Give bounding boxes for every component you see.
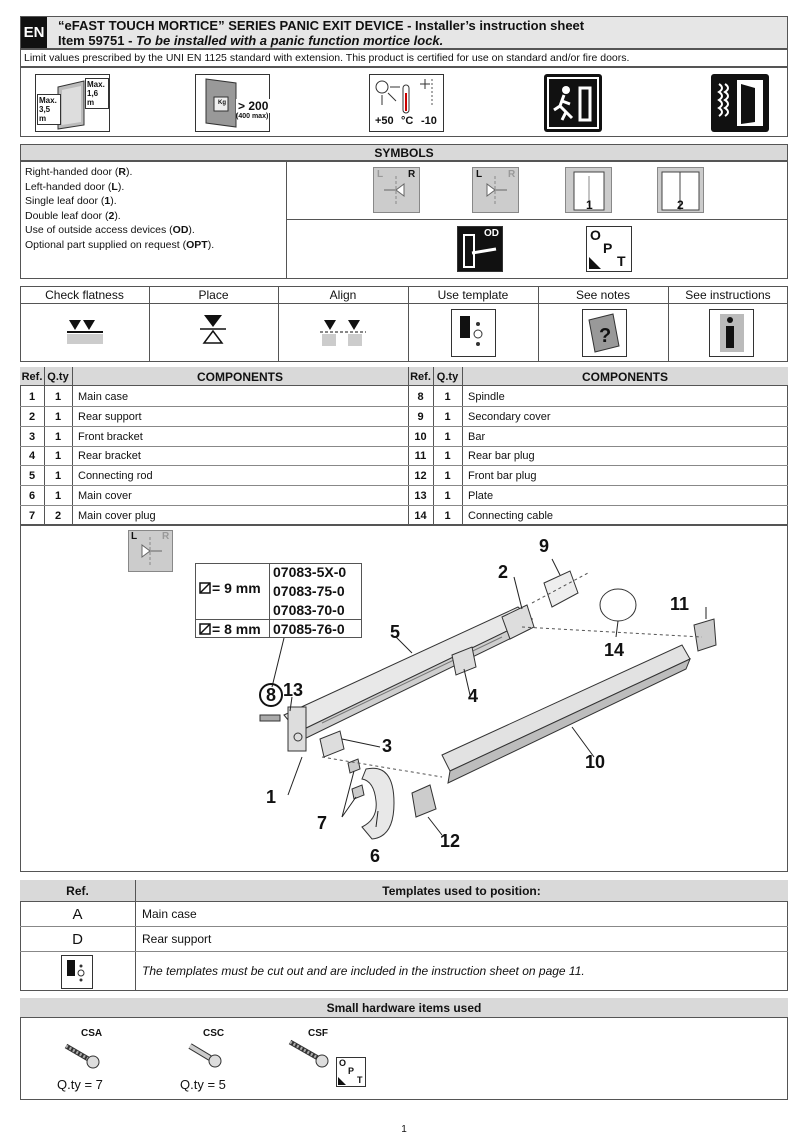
comp-name: Bar bbox=[468, 430, 486, 443]
screw-qty-csc: Q.ty = 5 bbox=[180, 1077, 226, 1092]
symbols-divider-h bbox=[286, 219, 788, 220]
template-text: Rear support bbox=[142, 932, 212, 946]
legend-outside-access: Use of outside access devices (OD). bbox=[25, 224, 195, 236]
template-ref: A bbox=[72, 905, 83, 923]
svg-text:?: ? bbox=[599, 325, 612, 347]
temp-unit-label: °C bbox=[401, 115, 414, 127]
hw-opt-p: P bbox=[348, 1066, 355, 1076]
action-place: Place bbox=[198, 287, 229, 302]
comp-qty: 1 bbox=[444, 449, 451, 462]
comp-qty: 1 bbox=[54, 410, 62, 423]
comp-name: Plate bbox=[468, 489, 494, 502]
spindle-code: 07083-70-0 bbox=[273, 602, 345, 618]
screw-csf-icon bbox=[286, 1038, 332, 1070]
callout-12: 12 bbox=[440, 831, 461, 851]
right-handed-r: R bbox=[408, 169, 416, 180]
comp-qty: 1 bbox=[444, 469, 451, 482]
callout-10: 10 bbox=[585, 752, 606, 772]
see-instructions-icon bbox=[709, 309, 754, 357]
comp-ref: 11 bbox=[414, 449, 427, 462]
hardware-title: Small hardware items used bbox=[326, 1001, 482, 1015]
symbols-legend bbox=[25, 165, 214, 252]
comp-left-ref-header: Ref. bbox=[21, 370, 43, 383]
screw-code-csc: CSC bbox=[203, 1028, 225, 1039]
comp-ref: 1 bbox=[28, 390, 36, 403]
callout-7: 7 bbox=[317, 813, 328, 833]
comp-qty: 1 bbox=[54, 469, 62, 482]
comp-ref: 14 bbox=[414, 509, 427, 522]
left-handed-l: L bbox=[476, 169, 483, 180]
actions-divider-h bbox=[20, 303, 788, 304]
comp-left-qty-header: Q.ty bbox=[47, 370, 69, 383]
symbols-divider-v bbox=[286, 161, 287, 279]
comp-name: Front bracket bbox=[78, 430, 143, 443]
comp-name: Main case bbox=[78, 390, 129, 403]
comp-qty: 1 bbox=[444, 390, 451, 403]
comp-ref: 3 bbox=[28, 430, 36, 443]
item-line bbox=[58, 33, 443, 48]
item-note: To be installed with a panic function mortice lock. bbox=[136, 33, 444, 48]
callout-6: 6 bbox=[370, 846, 381, 866]
item-number: Item 59751 - bbox=[58, 33, 137, 48]
comp-qty: 1 bbox=[444, 430, 451, 443]
language-badge: EN bbox=[21, 17, 47, 48]
comp-name: Secondary cover bbox=[468, 410, 551, 423]
comp-name: Front bar plug bbox=[468, 469, 537, 482]
comp-qty: 1 bbox=[54, 449, 62, 462]
comp-qty: 1 bbox=[444, 489, 451, 502]
action-align: Align bbox=[329, 287, 357, 302]
screw-code-csf: CSF bbox=[308, 1028, 328, 1039]
opt-t: T bbox=[617, 253, 626, 269]
exploded-drawing bbox=[22, 527, 786, 870]
templates-ref-header: Ref. bbox=[66, 884, 89, 898]
comp-name: Rear support bbox=[78, 410, 142, 423]
legend-single-leaf: Single leaf door (1). bbox=[25, 195, 117, 207]
comp-name: Rear bar plug bbox=[468, 449, 535, 462]
diagram-icon-r: R bbox=[162, 531, 170, 542]
use-template-icon bbox=[451, 309, 496, 357]
comp-ref: 8 bbox=[417, 390, 424, 403]
screw-csa-icon bbox=[62, 1040, 102, 1070]
legend-double-leaf: Double leaf door (2). bbox=[25, 209, 121, 222]
screw-code-csa: CSA bbox=[81, 1028, 103, 1039]
callout-9: 9 bbox=[539, 536, 550, 556]
comp-left-title: COMPONENTS bbox=[196, 369, 283, 384]
max-height-label: Max. 3,5 m bbox=[37, 94, 61, 125]
callout-13: 13 bbox=[283, 680, 304, 700]
fire-door-icon bbox=[711, 74, 769, 132]
comp-qty: 1 bbox=[444, 410, 451, 423]
template-ref: D bbox=[72, 930, 83, 948]
od-label: OD bbox=[484, 228, 499, 239]
see-notes-icon bbox=[582, 309, 627, 357]
legend-optional-part: Optional part supplied on request (OPT). bbox=[25, 238, 215, 251]
place-icon bbox=[198, 313, 228, 349]
callout-2: 2 bbox=[498, 562, 509, 582]
weight-max-label: (400 max) bbox=[236, 113, 269, 120]
comp-qty: 1 bbox=[54, 390, 62, 403]
right-handed-l: L bbox=[377, 169, 384, 180]
comp-name: Main cover plug bbox=[78, 509, 156, 522]
hw-opt-t: T bbox=[357, 1075, 363, 1085]
diagram-icon-l: L bbox=[131, 531, 138, 542]
callout-1: 1 bbox=[266, 787, 277, 807]
action-see-notes: See notes bbox=[575, 287, 631, 302]
comp-name: Rear bracket bbox=[78, 449, 141, 462]
callout-5: 5 bbox=[390, 622, 401, 642]
templates-title: Templates used to position: bbox=[382, 884, 541, 898]
template-text: Main case bbox=[142, 907, 197, 921]
align-icon bbox=[320, 316, 366, 350]
spindle-8mm-label: = 8 mm bbox=[212, 621, 261, 637]
comp-qty: 1 bbox=[54, 489, 62, 502]
page-number: 1 bbox=[401, 1124, 407, 1135]
legend-right-handed: Right-handed door (R). bbox=[25, 166, 133, 178]
kg-label: Kg bbox=[218, 100, 226, 106]
single-leaf-label: 1 bbox=[586, 198, 593, 212]
opt-o: O bbox=[590, 227, 601, 243]
callout-3: 3 bbox=[382, 736, 393, 756]
comp-name: Spindle bbox=[468, 390, 505, 403]
comp-name: Connecting rod bbox=[78, 469, 153, 482]
max-width-label: Max. 1,6 m bbox=[85, 78, 109, 109]
opt-p: P bbox=[603, 240, 613, 256]
callout-4: 4 bbox=[468, 686, 479, 706]
comp-name: Main cover bbox=[78, 489, 132, 502]
flatness-icon bbox=[65, 316, 105, 348]
comp-ref: 10 bbox=[414, 430, 427, 443]
comp-right-title: COMPONENTS bbox=[581, 369, 668, 384]
templates-note: The templates must be cut out and are included in the instruction sheet on page 11. bbox=[142, 964, 585, 978]
screw-qty-csa: Q.ty = 7 bbox=[57, 1077, 103, 1092]
comp-qty: 2 bbox=[54, 509, 62, 522]
document-title: “eFAST TOUCH MORTICE” SERIES PANIC EXIT DEVICE - Installer’s instruction sheet bbox=[58, 18, 585, 33]
callout-11: 11 bbox=[670, 594, 690, 614]
comp-ref: 7 bbox=[28, 509, 36, 522]
comp-right-ref-header: Ref. bbox=[410, 370, 431, 383]
weight-label: > 200 bbox=[238, 99, 269, 113]
spindle-code: 07085-76-0 bbox=[273, 621, 345, 637]
spindle-code: 07083-75-0 bbox=[273, 583, 345, 599]
limits-text: Limit values prescribed by the UNI EN 1125 standard with extension. This product is certified for use on standard and/or fire doors. bbox=[24, 52, 630, 64]
comp-ref: 6 bbox=[28, 489, 36, 502]
comp-ref: 13 bbox=[414, 489, 427, 502]
comp-qty: 1 bbox=[444, 509, 451, 522]
action-check-flatness: Check flatness bbox=[45, 287, 124, 302]
screw-csc-icon bbox=[186, 1040, 226, 1070]
spindle-code: 07083-5X-0 bbox=[273, 564, 347, 580]
spindle-9mm-label: = 9 mm bbox=[212, 580, 261, 596]
comp-ref: 9 bbox=[417, 410, 424, 423]
left-handed-r: R bbox=[508, 169, 516, 180]
temp-hot-label: +50 bbox=[375, 115, 394, 127]
symbols-title: SYMBOLS bbox=[374, 146, 434, 160]
action-use-template: Use template bbox=[437, 287, 509, 302]
comp-right-qty-header: Q.ty bbox=[436, 370, 459, 383]
callout-14: 14 bbox=[604, 640, 625, 660]
hw-opt-o: O bbox=[339, 1058, 347, 1068]
action-see-instructions: See instructions bbox=[685, 287, 771, 302]
double-leaf-label: 2 bbox=[677, 198, 684, 212]
callout-8: 8 bbox=[259, 683, 283, 707]
legend-left-handed: Left-handed door (L). bbox=[25, 180, 125, 193]
emergency-exit-icon bbox=[544, 74, 602, 132]
template-icon bbox=[61, 955, 93, 989]
comp-ref: 5 bbox=[28, 469, 36, 482]
comp-ref: 12 bbox=[414, 469, 427, 482]
temp-cold-label: -10 bbox=[421, 115, 437, 127]
comp-ref: 2 bbox=[28, 410, 36, 423]
comp-name: Connecting cable bbox=[468, 509, 554, 522]
comp-ref: 4 bbox=[28, 449, 36, 462]
comp-qty: 1 bbox=[54, 430, 62, 443]
